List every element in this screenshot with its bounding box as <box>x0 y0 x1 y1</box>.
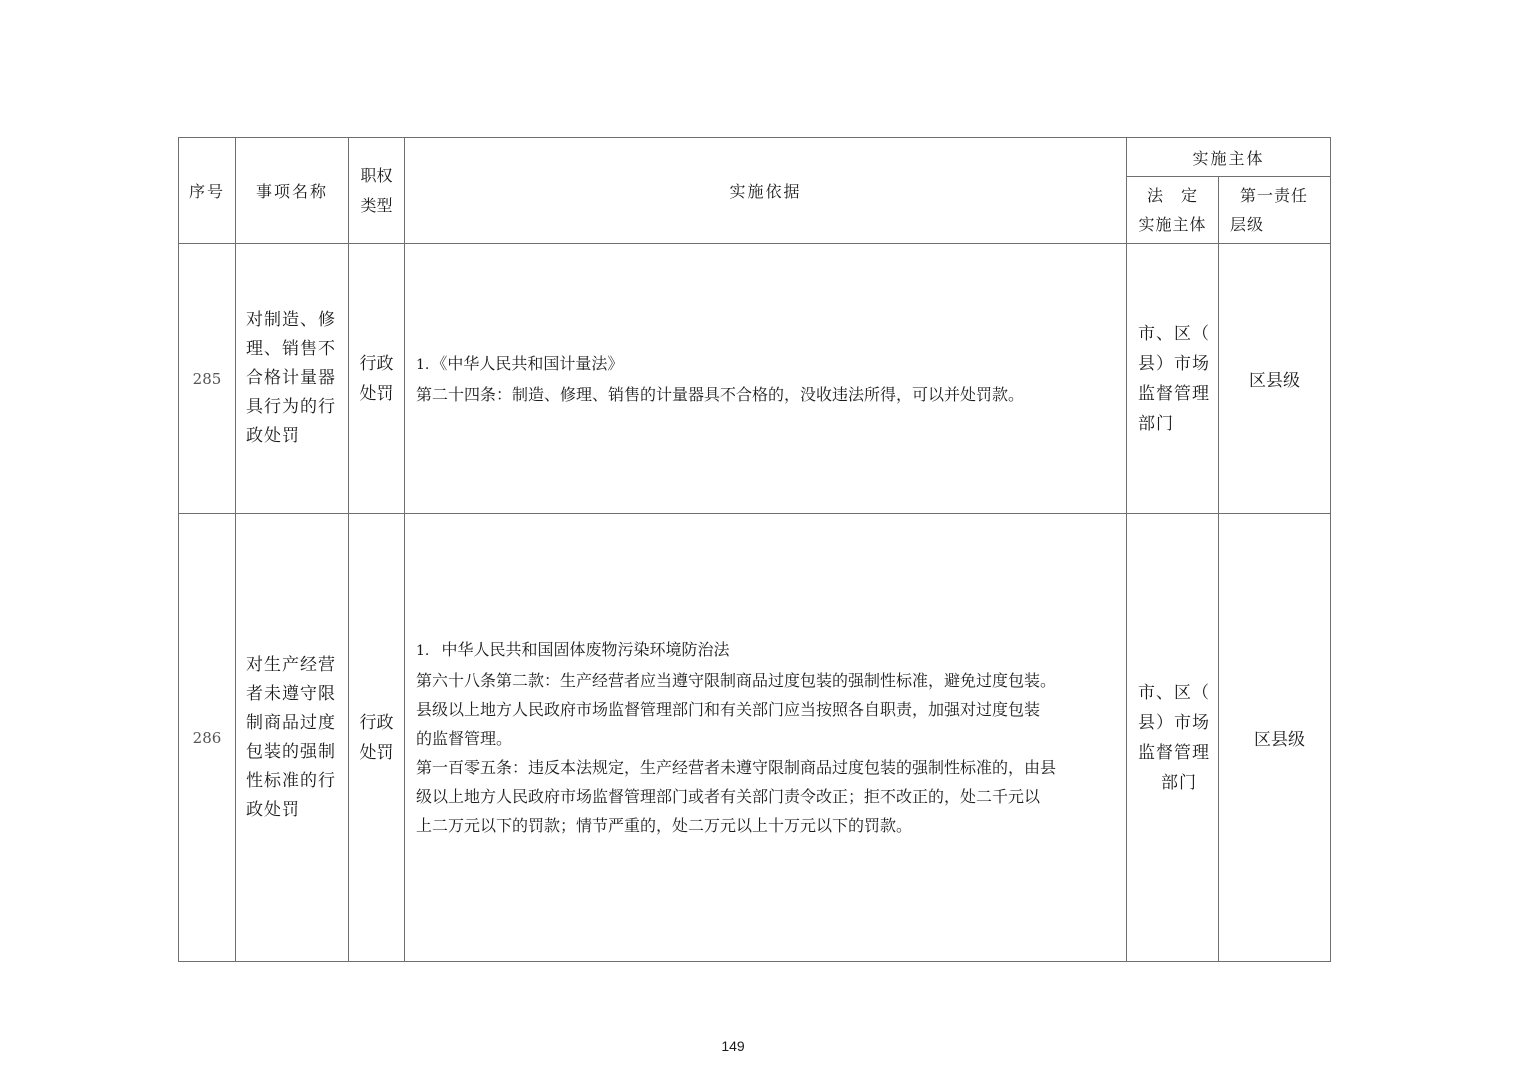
header-type-line1: 职权 <box>360 165 393 185</box>
header-legal-subject <box>1127 177 1219 244</box>
header-legal-line1: 法 定 <box>1146 186 1198 205</box>
item-name-line: 对生产经营 <box>246 654 336 675</box>
header-legal-line2: 实施主体 <box>1138 215 1207 234</box>
row-legal-basis <box>405 514 1127 962</box>
header-basis: 实施依据 <box>405 138 1127 244</box>
item-name-line: 合格计量器 <box>246 368 336 388</box>
basis-line: 县级以上地方人民政府市场监督管理部门和有关部门应当按照各自职责，加强对过度包装 <box>416 700 1041 719</box>
header-subject: 实施主体 <box>1127 138 1331 177</box>
row-responsibility-level: 区县级 <box>1219 514 1331 962</box>
header-type-line2: 类型 <box>360 195 393 215</box>
item-name-line: 包装的强制 <box>246 741 336 762</box>
item-name-line: 对制造、修 <box>246 310 336 330</box>
row-authority-type <box>349 244 405 514</box>
row-item-name <box>236 514 349 962</box>
basis-line: 级以上地方人民政府市场监督管理部门或者有关部门责令改正；拒不改正的，处二千元以 <box>416 787 1041 806</box>
basis-item-number: 1. <box>416 356 430 373</box>
authority-type-line: 处罚 <box>359 742 394 763</box>
legal-subject-line: 县）市场 <box>1138 712 1210 733</box>
authority-type-line: 行政 <box>359 712 394 733</box>
header-name: 事项名称 <box>236 138 349 244</box>
basis-law-title: 《中华人民共和国计量法》 <box>431 353 624 373</box>
legal-subject-line: 监督管理 <box>1138 383 1210 404</box>
item-name-line: 理、销售不 <box>246 339 336 359</box>
legal-subject-line: 部门 <box>1161 772 1197 793</box>
table-row <box>179 244 1331 514</box>
basis-item-number: 1. <box>416 643 430 659</box>
item-name-line: 政处罚 <box>246 799 300 820</box>
table-header-row <box>179 138 1331 177</box>
item-name-line: 者未遵守限 <box>246 683 336 704</box>
authority-type-line: 行政 <box>359 353 394 374</box>
row-legal-subject <box>1127 514 1219 962</box>
row-authority-type <box>349 514 405 962</box>
basis-line <box>416 349 1122 380</box>
item-name-line: 制商品过度 <box>246 712 336 733</box>
basis-law-title: 中华人民共和国固体废物污染环境防治法 <box>441 640 730 659</box>
basis-line: 第一百零五条：违反本法规定，生产经营者未遵守限制商品过度包装的强制性标准的，由县 <box>416 758 1057 777</box>
page-number: 149 <box>721 1038 745 1054</box>
basis-line: 的监督管理。 <box>416 729 513 748</box>
basis-line: 第二十四条：制造、修理、销售的计量器具不合格的，没收违法所得，可以并处罚款。 <box>416 384 1025 404</box>
basis-line <box>416 635 1122 666</box>
row-seq <box>179 514 236 962</box>
header-level-line2: 层级 <box>1230 215 1265 234</box>
item-name-line: 具行为的行 <box>246 397 336 417</box>
basis-line: 第六十八条第二款：生产经营者应当遵守限制商品过度包装的强制性标准，避免过度包装。 <box>416 671 1057 690</box>
header-level <box>1219 177 1331 244</box>
legal-subject-line: 监督管理 <box>1138 742 1210 763</box>
row-legal-subject <box>1127 244 1219 514</box>
legal-subject-line: 部门 <box>1138 413 1174 434</box>
row-item-name <box>236 244 349 514</box>
legal-subject-line: 县）市场 <box>1138 353 1210 374</box>
basis-line: 上二万元以下的罚款；情节严重的，处二万元以上十万元以下的罚款。 <box>416 816 913 835</box>
enforcement-items-table <box>178 137 1331 962</box>
item-name-line: 政处罚 <box>246 426 300 446</box>
row-seq-number: 285 <box>192 370 222 388</box>
item-name-line: 性标准的行 <box>246 770 336 791</box>
row-responsibility-level: 区县级 <box>1219 244 1331 514</box>
row-legal-basis <box>405 244 1127 514</box>
header-type <box>349 138 405 244</box>
header-level-line1: 第一责任 <box>1240 186 1309 205</box>
legal-subject-line: 市、区（ <box>1138 682 1210 703</box>
header-seq: 序号 <box>179 138 236 244</box>
table-row <box>179 514 1331 962</box>
legal-subject-line: 市、区（ <box>1138 323 1210 344</box>
row-seq-number: 286 <box>192 729 222 747</box>
row-seq <box>179 244 236 514</box>
authority-type-line: 处罚 <box>359 383 394 404</box>
